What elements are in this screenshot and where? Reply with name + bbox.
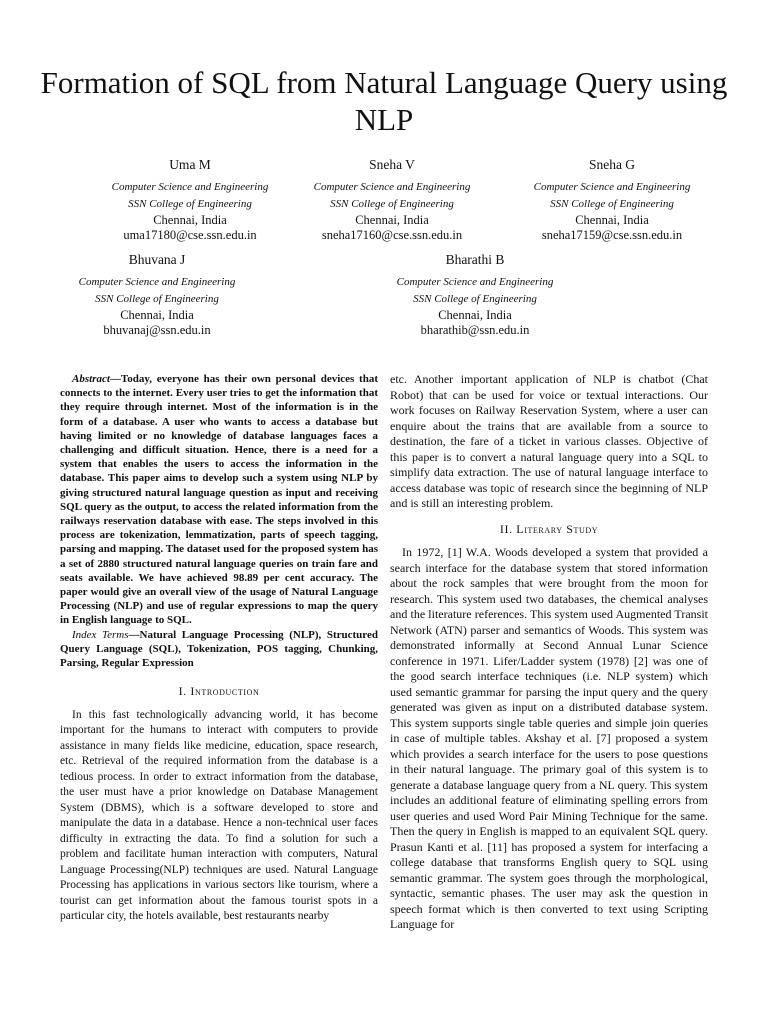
author-email: bhuvanaj@ssn.edu.in xyxy=(103,323,211,337)
author-email: sneha17160@cse.ssn.edu.in xyxy=(321,228,463,242)
index-terms xyxy=(60,628,378,671)
author-name: Bharathi B xyxy=(445,252,505,267)
author-college: SSN College of Engineering xyxy=(413,293,537,305)
introduction-continuation: etc. Another important application of NLP is chatbot (Chat Robot) that can be used for voice or textual interactions. Our work focuses on Railway Reservation System, where a user can enquire about the trains that are available from a source to destination, the fare of a ticket in various classes. Objective of this paper is to convert a natural language query into a SQL to simplify data extraction. The use of natural language interface to access database was topic of research since the beginning of NLP and is still an interesting problem. xyxy=(390,372,708,510)
author-college: SSN College of Engineering xyxy=(128,198,252,210)
author-city: Chennai, India xyxy=(575,213,649,227)
author-block-5 xyxy=(350,251,600,338)
index-terms-text: —Natural Language Processing (NLP), Structured Query Language (SQL), Tokenization, POS tagging, Chunking, Parsing, Regular Expression xyxy=(60,628,378,670)
author-name: Sneha V xyxy=(369,157,415,172)
author-block-3 xyxy=(487,156,737,243)
section-heading-literary-study: II. Literary Study xyxy=(499,521,599,536)
right-column xyxy=(390,372,708,933)
author-city: Chennai, India xyxy=(120,308,194,322)
abstract xyxy=(60,372,378,628)
abstract-label: Abstract xyxy=(72,373,110,385)
author-email: bharathib@ssn.edu.in xyxy=(420,323,530,337)
author-department: Computer Science and Engineering xyxy=(396,276,554,288)
abstract-text: —Today, everyone has their own personal devices that connects to the internet. Every user tries to get the information that they require through internet. Most of the information is in the form of a database. A user who wants to access a database but having limited or no knowledge of database languages faces a challenging and difficult situation. Hence, there is a need for a system that enables the users to access the information in the database. This paper aims to develop such a system using NLP by giving structured natural language question as input and receiving SQL query as the output, to access the related information from the railways reservation database with ease. The steps involved in this process are tokenization, lemmatization, parts of speech tagging, parsing and mapping. The dataset used for the proposed system has a set of 2880 structured natural language queries on train fare and seats available. We have achieved 98.89 per cent accuracy. The paper would give an overall view of the usage of Natural Language Processing (NLP) and use of regular expressions to map the query in English language to SQL. xyxy=(60,373,378,627)
author-name: Bhuvana J xyxy=(128,252,186,267)
section-heading-introduction: I. Introduction xyxy=(178,684,260,699)
author-college: SSN College of Engineering xyxy=(550,198,674,210)
index-terms-label: Index Terms xyxy=(72,628,129,641)
author-city: Chennai, India xyxy=(438,308,512,322)
author-email: uma17180@cse.ssn.edu.in xyxy=(123,228,257,242)
author-name: Uma M xyxy=(169,157,211,172)
introduction-paragraph: In this fast technologically advancing world, it has become important for the humans to interact with computers to provide assistance in many fields like medicine, education, space research, etc. Retrieval of the required information from the database is a tedious process. In order to extract information from the database, the user must have a prior knowledge on Database Management System (DBMS), which is a software developed to store and manipulate the data in a database. Hence a non-technical user faces difficulty in extracting the data. To find a solution for such a problem and facilitate human interaction with computers, Natural Language Processing(NLP) techniques are used. Natural Language Processing has applications in various sectors like tourism, where a tourist can get information about the famous tourist spots in a particular city, the hotels available, best restaurants nearby xyxy=(60,708,378,923)
paper-title: Formation of SQL from Natural Language Query using NLP xyxy=(40,65,728,137)
author-block-4 xyxy=(32,251,282,338)
left-column xyxy=(60,372,378,925)
author-department: Computer Science and Engineering xyxy=(313,181,471,193)
author-department: Computer Science and Engineering xyxy=(78,276,236,288)
author-college: SSN College of Engineering xyxy=(95,293,219,305)
literary-study-paragraph: In 1972, [1] W.A. Woods developed a system that provided a search interface for the database system that stored information about the rock samples that were brought from the moon for research. This system used two databases, the chemical analyses and the literature references. This system used Augmented Transit Network (ATN) parser and semantics of Woods. This system was demonstrated informally at Second Annual Lunar Science conference in 1971. Lifer/Ladder system (1978) [2] was one of the good search interface techniques (i.e. NLP system) which used semantic grammar for parsing the input query and the query generated was given as input on a distributed database system. This system supports single table queries and simple join queries in case of multiple tables. Akshay et al. [7] proposed a system which provides a search interface for the users to pose questions in their natural language. The primary goal of this system is to generate a database language query from a NL query. This system includes an additional feature of eliminating spelling errors from user queries and used Word Pair Mining Technique for the same. Then the query in English is mapped to an equivalent SQL query. Prasun Kanti et al. [11] has proposed a system for interfacing a college database that transforms English query to SQL using semantic grammar. The system goes through the morphological, syntactic, semantic phases. The user may ask the question in speech format which is then converted to text using Scripting Language for xyxy=(390,545,708,931)
author-email: sneha17159@cse.ssn.edu.in xyxy=(541,228,683,242)
author-name: Sneha G xyxy=(588,157,636,172)
author-block-2 xyxy=(267,156,517,243)
author-college: SSN College of Engineering xyxy=(330,198,454,210)
author-department: Computer Science and Engineering xyxy=(111,181,269,193)
author-city: Chennai, India xyxy=(153,213,227,227)
author-city: Chennai, India xyxy=(355,213,429,227)
author-department: Computer Science and Engineering xyxy=(533,181,691,193)
